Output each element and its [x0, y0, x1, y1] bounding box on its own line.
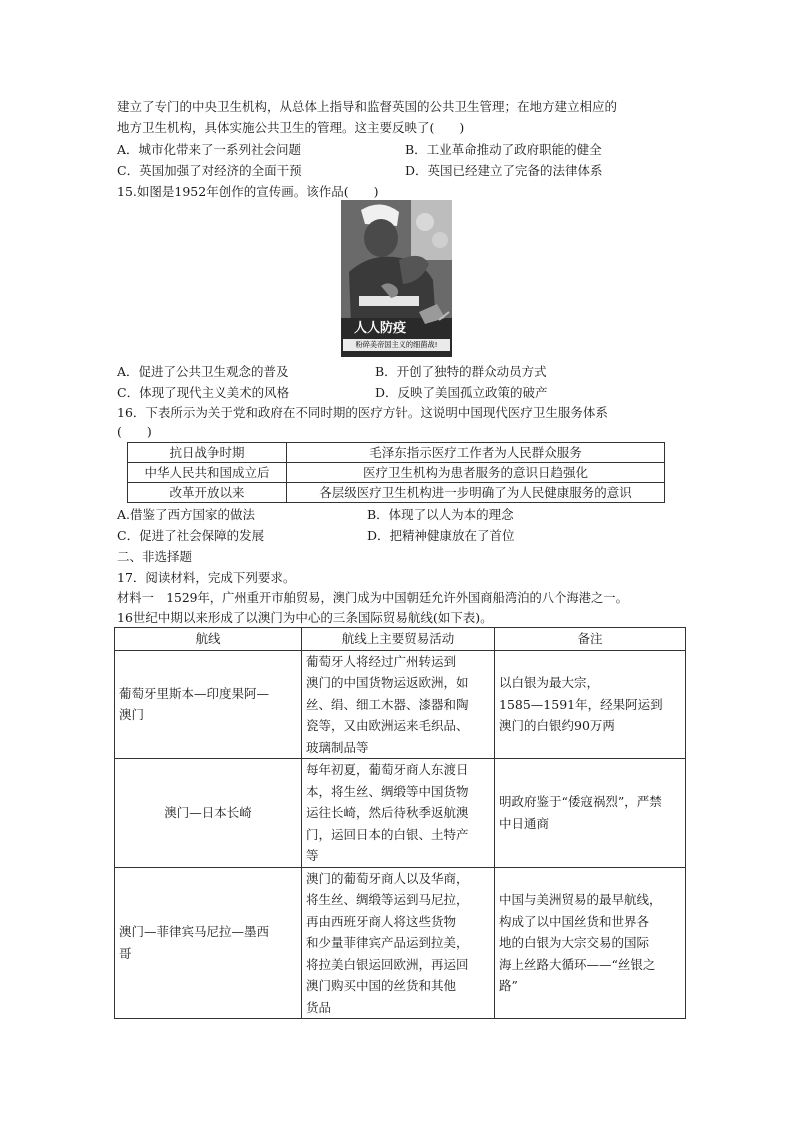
policy-cell: 各层级医疗卫生机构进一步明确了为人民健康服务的意识	[287, 483, 665, 503]
q17-stem: 17．阅读材料，完成下列要求。	[117, 570, 296, 585]
route-line: 澳门—菲律宾马尼拉—墨西	[119, 924, 270, 940]
note-line: 明政府鉴于“倭寇祸烈”，严禁	[499, 794, 662, 810]
q15-option-c: C．体现了现代主义美术的风格	[117, 385, 290, 400]
table-row	[115, 867, 686, 1019]
q17-material1-line2: 16世纪中期以来形成了以澳门为中心的三条国际贸易航线(如下表)。	[117, 610, 493, 625]
q14-option-b: B．工业革命推动了政府职能的健全	[405, 142, 602, 157]
q14-option-a: A．城市化带来了一系列社会问题	[117, 142, 302, 157]
q15-stem: 15.如图是1952年创作的宣传画。该作品( )	[117, 184, 379, 199]
activity-line: 和少量菲律宾产品运到拉美，	[306, 935, 469, 950]
q16-option-d: D．把精神健康放在了首位	[367, 528, 515, 543]
activity-line: 瓷等，又由欧洲运来毛织品、	[306, 718, 469, 733]
q17-trade-route-table	[114, 627, 686, 1019]
table-row	[128, 483, 665, 503]
q16-option-a: A.借鉴了西方国家的做法	[117, 507, 256, 522]
activity-line: 将拉美白银运回欧洲，再运回	[306, 956, 469, 972]
period-cell: 改革开放以来	[128, 483, 287, 503]
table-row	[128, 463, 665, 483]
q16-policy-table	[127, 442, 665, 503]
note-cell	[495, 759, 686, 868]
activity-line: 本，将生丝、绸缎等中国货物	[306, 783, 469, 799]
route-line: 澳门—日本长崎	[164, 805, 252, 820]
q14-option-c: C．英国加强了对经济的全面干预	[117, 163, 302, 178]
note-line: 澳门的白银约90万两	[499, 718, 615, 733]
q17-material1-line1: 材料一 1529年，广州重开市舶贸易，澳门成为中国朝廷允许外国商船湾泊的八个海港之一。	[117, 591, 628, 605]
activity-line: 葡萄牙人将经过广州转运到	[306, 653, 457, 669]
q15-option-d: D．反映了美国孤立政策的破产	[375, 385, 548, 400]
header-note: 备注	[495, 628, 686, 651]
q14-line1: 建立了专门的中央卫生机构，从总体上指导和监督英国的公共卫生管理；在地方建立相应的	[117, 99, 618, 114]
route-line: 澳门	[119, 707, 145, 723]
header-route: 航线	[115, 628, 302, 651]
activity-line: 等	[306, 848, 319, 863]
route-cell	[115, 650, 302, 759]
q16-option-c: C．促进了社会保障的发展	[117, 528, 265, 543]
q15-option-b: B．开创了独特的群众动员方式	[375, 364, 547, 379]
activity-line: 再由西班牙商人将这些货物	[306, 913, 457, 929]
activity-line: 澳门的中国货物运返欧洲，如	[306, 675, 469, 690]
note-cell	[495, 650, 686, 759]
activity-line: 门，运回日本的白银、土特产	[306, 826, 469, 842]
activity-line: 澳门购买中国的丝货和其他	[306, 978, 457, 993]
table-header-row	[115, 628, 686, 651]
activity-line: 每年初夏，葡萄牙商人东渡日	[306, 762, 469, 777]
route-cell	[115, 867, 302, 1019]
route-cell	[115, 759, 302, 868]
activity-line: 澳门的葡萄牙商人以及华商，	[306, 870, 469, 886]
note-line: 中国与美洲贸易的最早航线，	[499, 892, 662, 907]
policy-cell: 医疗卫生机构为患者服务的意识日趋强化	[287, 463, 665, 483]
q16-line2: ( )	[117, 424, 152, 439]
note-line: 路”	[499, 978, 518, 993]
q14-line2: 地方卫生机构，具体实施公共卫生的管理。这主要反映了( )	[117, 120, 465, 135]
note-line: 地的白银为大宗交易的国际	[499, 935, 650, 950]
activity-line: 货品	[306, 999, 332, 1015]
activity-cell	[302, 759, 495, 868]
note-line: 以白银为最大宗，	[499, 675, 600, 690]
activity-cell	[302, 867, 495, 1019]
section-heading: 二、非选择题	[117, 549, 193, 564]
header-activity: 航线上主要贸易活动	[302, 628, 495, 651]
activity-line: 玻璃制品等	[306, 739, 369, 755]
period-cell: 中华人民共和国成立后	[128, 463, 287, 483]
note-line: 构成了以中国丝货和世界各	[499, 913, 650, 929]
q14-option-d: D．英国已经建立了完备的法律体系	[405, 163, 603, 178]
route-line: 葡萄牙里斯本—印度果阿—	[119, 685, 270, 701]
table-row	[128, 443, 665, 463]
note-line: 海上丝路大循环——“丝银之	[499, 956, 656, 972]
note-line: 1585—1591年，经果阿运到	[499, 696, 663, 712]
poster-slogan-main: 人人防疫	[353, 321, 406, 336]
note-cell	[495, 867, 686, 1019]
q16-option-b: B．体现了以人为本的理念	[367, 507, 514, 522]
activity-line: 运往长崎，然后待秋季返航澳	[306, 805, 469, 820]
propaganda-poster-image	[341, 200, 452, 357]
activity-line: 将生丝、绸缎等运到马尼拉，	[306, 892, 469, 907]
table-row	[115, 650, 686, 759]
q16-line1: 16．下表所示为关于党和政府在不同时期的医疗方针。这说明中国现代医疗卫生服务体系	[117, 405, 608, 420]
activity-line: 丝、绢、细工木器、漆器和陶	[306, 696, 469, 712]
q15-option-a: A．促进了公共卫生观念的普及	[117, 364, 289, 379]
poster-slogan-sub: 粉碎美帝国主义的细菌战!	[343, 339, 450, 351]
table-row	[115, 759, 686, 868]
policy-cell: 毛泽东指示医疗工作者为人民群众服务	[287, 443, 665, 463]
note-line: 中日通商	[499, 815, 550, 831]
activity-cell	[302, 650, 495, 759]
period-cell: 抗日战争时期	[128, 443, 287, 463]
route-line: 哥	[119, 945, 132, 961]
